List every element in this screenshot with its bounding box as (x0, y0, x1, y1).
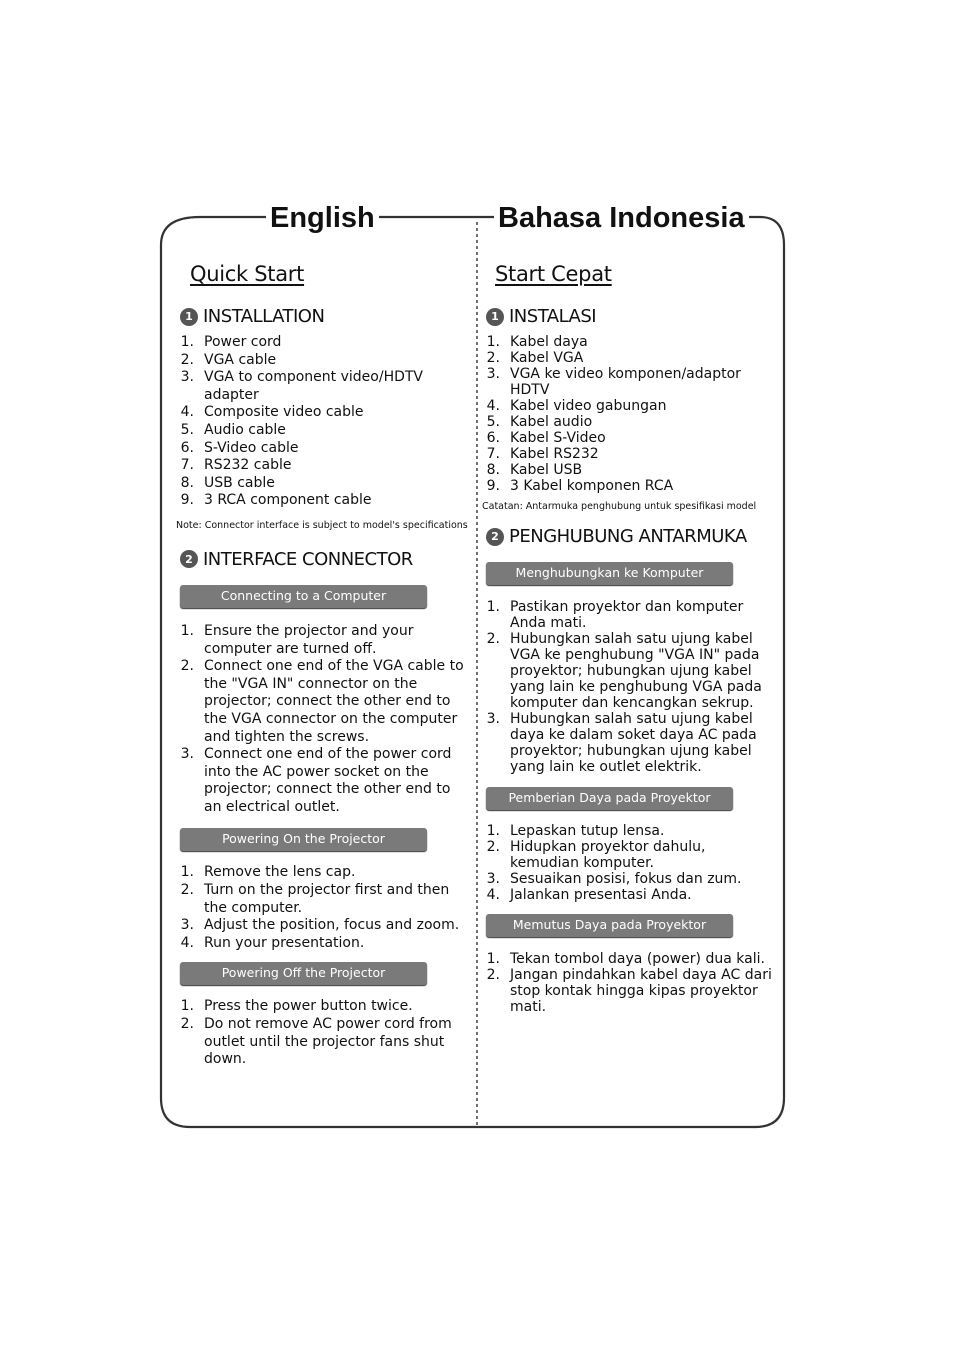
list-item: 2. Hubungkan salah satu ujung kabel VGA ke penghubung "VGA IN" pada proyektor; hubungkan ujung kabel yang lain ke penghubung VGA pada komputer dan kencangkan sekrup. (486, 631, 762, 711)
instalasi-heading (486, 306, 774, 327)
list-item: 6. S-Video cable (180, 439, 299, 456)
connecting-section-bar: Menghubungkan ke Komputer (486, 562, 733, 585)
step-2-icon: 2 (180, 550, 198, 568)
list-item: 5. Audio cable (180, 421, 286, 438)
interface-title: INTERFACE CONNECTOR (203, 548, 413, 570)
list-item: 2. Jangan pindahkan kabel daya AC dari stop kontak hingga kipas proyektor mati. (486, 967, 772, 1015)
list-item: 7. RS232 cable (180, 457, 292, 474)
list-item: 3. Hubungkan salah satu ujung kabel daya ke dalam soket daya AC pada proyektor; hubungkan ujung kabel yang lain ke outlet elektrik. (486, 711, 757, 775)
list-item: 2. Do not remove AC power cord from outlet until the projector fans shut down. (180, 1016, 452, 1068)
list-item: 1. Press the power button twice. (180, 998, 413, 1015)
start-cepat-heading: Start Cepat (495, 262, 612, 286)
list-item: 1. Kabel daya (486, 334, 588, 350)
power-on-list (176, 864, 471, 952)
list-item: 5. Kabel audio (486, 414, 593, 430)
quick-start-heading: Quick Start (190, 262, 305, 286)
list-item: 1. Power cord (180, 334, 282, 350)
list-item: 2. Kabel VGA (486, 350, 584, 366)
penghubung-heading (486, 526, 774, 547)
list-item: 1. Remove the lens cap. (180, 864, 356, 881)
list-item: 9. 3 RCA component cable (180, 492, 372, 509)
list-item: 1. Pastikan proyektor dan komputer Anda mati. (486, 599, 744, 631)
list-item: 3. Adjust the position, focus and zoom. (180, 917, 460, 934)
list-item: 9. 3 Kabel komponen RCA (486, 478, 674, 494)
indonesian-language-title: Bahasa Indonesia (494, 201, 749, 235)
step-1-icon: 1 (486, 308, 504, 326)
list-item: 8. Kabel USB (486, 462, 583, 478)
connecting-list (482, 599, 774, 775)
installation-heading (180, 306, 471, 327)
instalasi-list (482, 334, 774, 494)
installation-list (176, 334, 471, 510)
penghubung-title: PENGHUBUNG ANTARMUKA (509, 526, 747, 547)
list-item: 6. Kabel S-Video (486, 430, 606, 446)
power-on-list (482, 823, 774, 903)
interface-heading (180, 549, 471, 570)
english-language-title: English (266, 201, 379, 235)
list-item: 3. VGA ke video komponen/adaptor HDTV (486, 366, 741, 398)
list-item: 2. Hidupkan proyektor dahulu, kemudian komputer. (486, 839, 706, 871)
power-off-section-bar: Powering Off the Projector (180, 962, 427, 985)
list-item: 3. Connect one end of the power cord into the AC power socket on the projector; connect the other end to an electrical outlet. (180, 746, 452, 815)
list-item: 4. Run your presentation. (180, 934, 365, 951)
list-item: 3. Sesuaikan posisi, fokus dan zum. (486, 871, 742, 887)
step-1-icon: 1 (180, 308, 198, 326)
indonesian-column (482, 262, 774, 1015)
step-2-icon: 2 (486, 528, 504, 546)
instalasi-title: INSTALASI (509, 306, 597, 327)
english-column (176, 262, 471, 1069)
list-item: 2. Connect one end of the VGA cable to the "VGA IN" connector on the projector; connect the other end to the VGA connector on the computer and tighten the screws. (180, 658, 464, 745)
power-on-section-bar: Pemberian Daya pada Proyektor (486, 787, 733, 810)
list-item: 7. Kabel RS232 (486, 446, 599, 462)
list-item: 4. Jalankan presentasi Anda. (486, 887, 692, 903)
power-on-section-bar: Powering On the Projector (180, 828, 427, 851)
list-item: 1. Ensure the projector and your computer are turned off. (180, 622, 414, 657)
installation-note: Note: Connector interface is subject to model's specifications (176, 519, 468, 531)
connecting-section-bar: Connecting to a Computer (180, 585, 427, 608)
installation-title: INSTALLATION (203, 306, 325, 327)
list-item: 3. VGA to component video/HDTV adapter (180, 369, 424, 403)
power-off-list (176, 998, 471, 1068)
list-item: 2. VGA cable (180, 351, 277, 368)
list-item: 1. Tekan tombol daya (power) dua kali. (486, 951, 765, 967)
list-item: 1. Lepaskan tutup lensa. (486, 823, 665, 839)
list-item: 2. Turn on the projector first and then the computer. (180, 882, 450, 916)
list-item: 4. Kabel video gabungan (486, 398, 667, 414)
instalasi-note: Catatan: Antarmuka penghubung untuk spesifikasi model (482, 501, 757, 512)
list-item: 8. USB cable (180, 474, 275, 491)
connecting-list (176, 623, 471, 817)
power-off-section-bar: Memutus Daya pada Proyektor (486, 914, 733, 937)
power-off-list (482, 951, 774, 1015)
list-item: 4. Composite video cable (180, 404, 364, 421)
